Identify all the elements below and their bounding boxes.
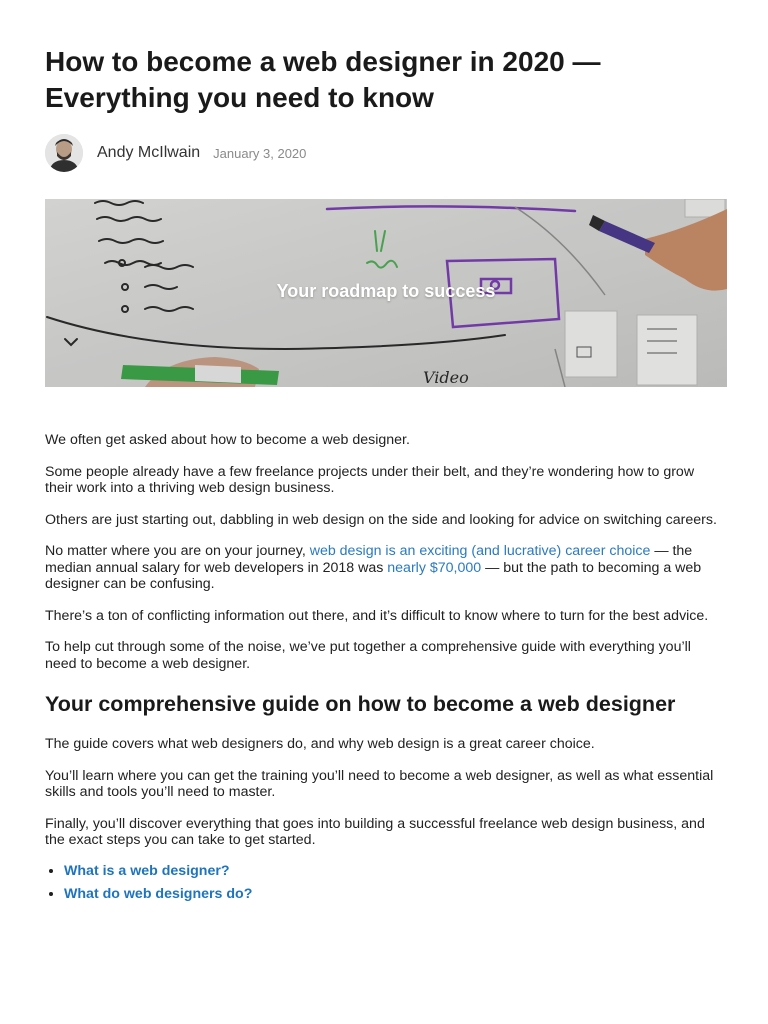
paragraph: Some people already have a few freelance projects under their belt, and they’re wondering how to grow their work into a thriving web design business.	[45, 463, 695, 496]
byline	[45, 134, 306, 172]
article-title: How to become a web designer in 2020 — Everything you need to know	[45, 46, 601, 113]
paragraph: Others are just starting out, dabbling in web design on the side and looking for advice on switching careers.	[45, 511, 717, 528]
paragraph-text: — but the path to becoming a web designer can be confusing.	[45, 559, 702, 592]
paragraph	[45, 543, 725, 593]
author-name[interactable]: Andy McIlwain	[97, 144, 201, 161]
section-heading: Your comprehensive guide on how to become a web designer	[45, 692, 676, 716]
article-body	[45, 432, 725, 910]
hero-caption: Your roadmap to success	[276, 281, 496, 301]
publish-date: January 3, 2020	[213, 145, 307, 161]
toc-item	[64, 863, 725, 880]
paragraph: The guide covers what web designers do, and why web design is a great career choice.	[45, 736, 595, 752]
author-avatar[interactable]	[45, 134, 83, 172]
paragraph-text: — the median annual salary for web developers in 2018 was	[45, 543, 693, 576]
toc-item	[64, 886, 725, 903]
table-of-contents	[45, 863, 725, 903]
career-choice-link[interactable]: web design is an exciting (and lucrative) career choice	[309, 543, 651, 559]
paragraph: To help cut through some of the noise, we’ve put together a comprehensive guide with everything you’ll need to become a web designer.	[45, 639, 691, 672]
paragraph: You’ll learn where you can get the training you’ll need to become a web designer, as well as what essential skills and tools you’ll need to master.	[45, 767, 714, 800]
toc-link-what-do-web-designers-do[interactable]: What do web designers do?	[64, 886, 253, 902]
paragraph-text: No matter where you are on your journey,	[45, 543, 310, 559]
toc-link-what-is-web-designer[interactable]: What is a web designer?	[64, 862, 230, 879]
paragraph: There’s a ton of conflicting information out there, and it’s difficult to know where to turn for the best advice.	[45, 607, 709, 624]
intro-paragraph: We often get asked about how to become a web designer.	[45, 432, 410, 448]
paragraph: Finally, you’ll discover everything that goes into building a successful freelance web design business, and the exact steps you can take to get started.	[45, 815, 705, 848]
hero-image	[45, 199, 727, 387]
salary-link[interactable]: nearly $70,000	[387, 559, 482, 576]
